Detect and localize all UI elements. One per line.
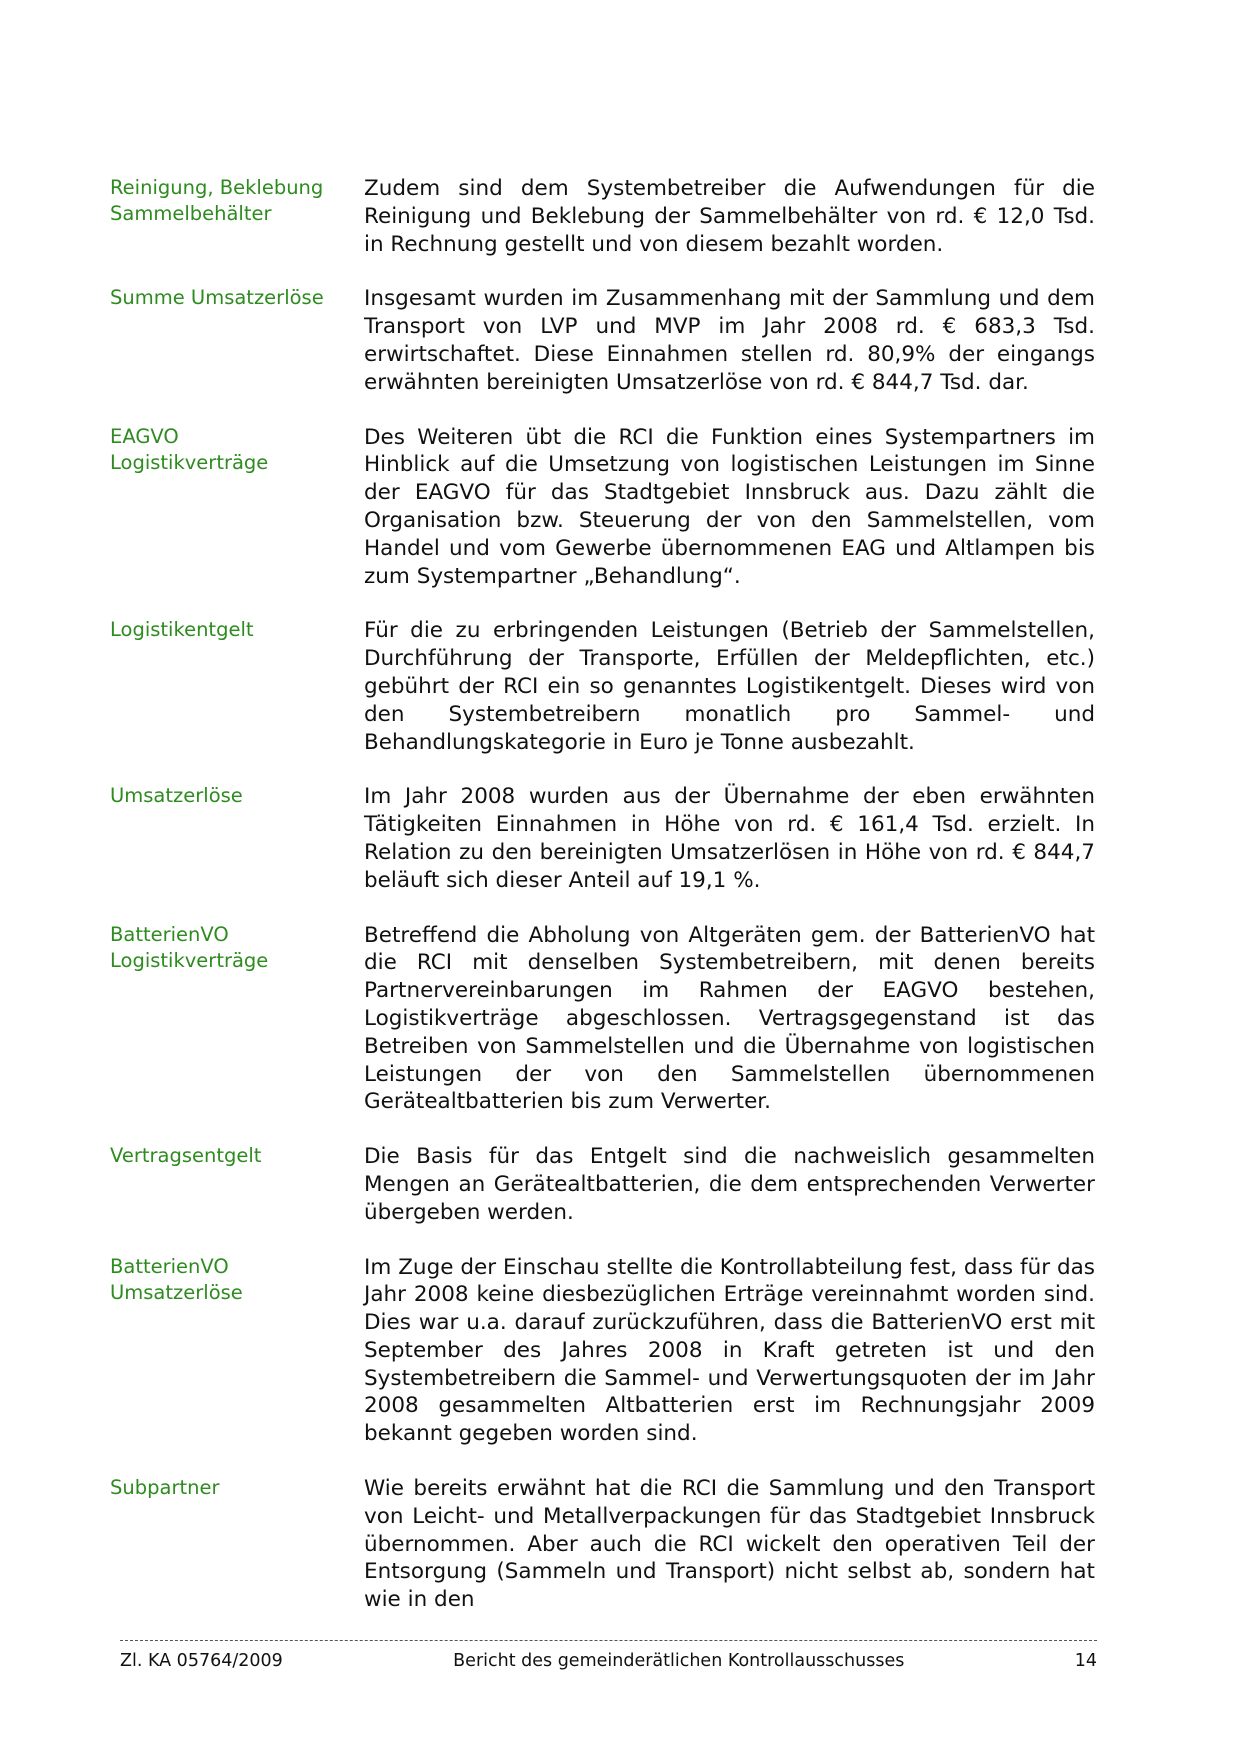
- section-batterienvo-logistikvertraege: [110, 922, 1095, 1117]
- footer-reference: Zl. KA 05764/2009: [120, 1651, 283, 1671]
- paragraph: Im Zuge der Einschau stellte die Kontrollabteilung fest, dass für das Jahr 2008 keine diesbezüglichen Erträge vereinnahmt worden sind. Dies war u.a. darauf zurückzuführen, dass die BatterienVO erst mit September des Jahres 2008 in Kraft getreten ist und den Systembetreibern die Sammel- und Verwertungsquoten der im Jahr 2008 gesammelten Altbatterien erst im Rechnungsjahr 2009 bekannt gegeben worden sind.: [364, 1254, 1095, 1447]
- margin-label: [110, 922, 364, 974]
- page-footer: [120, 1640, 1097, 1672]
- margin-label: [110, 175, 364, 227]
- margin-label-line: Summe Umsatzerlöse: [110, 286, 324, 310]
- paragraph: Im Jahr 2008 wurden aus der Übernahme der eben erwähnten Tätigkeiten Einnahmen in Höhe von rd. € 161,4 Tsd. erzielt. In Relation zu den bereinigten Umsatzerlösen in Höhe von rd. € 844,7 beläuft sich dieser Anteil auf 19,1 %.: [364, 784, 1095, 893]
- paragraph: Betreffend die Abholung von Altgeräten gem. der BatterienVO hat die RCI mit denselben Systembetreibern, mit denen bereits Partnervereinbarungen im Rahmen der EAGVO bestehen, Logistikverträge abgeschlossen. Vertragsgegenstand ist das Betreiben von Sammelstellen und die Übernahme von logistischen Leistungen der von den Sammelstellen übernommenen Gerätealtbatterien bis zum Verwerter.: [364, 922, 1095, 1115]
- section-subpartner: [110, 1475, 1095, 1614]
- paragraph: Wie bereits erwähnt hat die RCI die Sammlung und den Transport von Leicht- und Metallverpackungen für das Stadtgebiet Innsbruck übernommen. Aber auch die RCI wickelt den operativen Teil der Entsorgung (Sammeln und Transport) nicht selbst ab, sondern hat wie in den: [364, 1476, 1095, 1613]
- margin-label-line: Sammelbehälter: [110, 202, 272, 225]
- footer-title: Bericht des gemeinderätlichen Kontrollausschusses: [453, 1651, 905, 1671]
- section-eagvo-logistikvertraege: [110, 424, 1095, 591]
- report-sections: [110, 175, 1095, 1641]
- margin-label: [110, 1475, 364, 1501]
- paragraph: Des Weiteren übt die RCI die Funktion eines Systempartners im Hinblick auf die Umsetzung von logistischen Leistungen im Sinne der EAGVO für das Stadtgebiet Innsbruck aus. Dazu zählt die Organisation bzw. Steuerung der von den Sammelstellen, vom Handel und vom Gewerbe übernommenen EAG und Altlampen bis zum Systempartner „Behandlung“.: [364, 424, 1095, 589]
- margin-label: [110, 1254, 364, 1306]
- margin-label-line: Subpartner: [110, 1476, 220, 1500]
- margin-label-line: Logistikentgelt: [110, 618, 254, 642]
- margin-label-line: BatterienVO: [110, 1254, 229, 1278]
- section-reinigung: [110, 175, 1095, 258]
- paragraph: Insgesamt wurden im Zusammenhang mit der Sammlung und dem Transport von LVP und MVP im Jahr 2008 rd. € 683,3 Tsd. erwirtschaftet. Diese Einnahmen stellen rd. 80,9% der eingangs erwähnten bereinigten Umsatzerlöse von rd. € 844,7 Tsd. dar.: [364, 286, 1095, 395]
- margin-label: [110, 783, 364, 809]
- section-vertragsentgelt: [110, 1143, 1095, 1226]
- section-batterienvo-umsatzerloese: [110, 1254, 1095, 1449]
- paragraph: Die Basis für das Entgelt sind die nachweislich gesammelten Mengen an Gerätealtbatterien, die dem entsprechenden Verwerter übergeben werden.: [364, 1144, 1095, 1225]
- page-number: 14: [1074, 1651, 1097, 1671]
- footer-row: [120, 1650, 1097, 1672]
- section-umsatzerloese: [110, 783, 1095, 894]
- margin-label-line: Umsatzerlöse: [110, 1280, 243, 1304]
- margin-label-line: EAGVO: [110, 424, 179, 448]
- paragraph: Zudem sind dem Systembetreiber die Aufwendungen für die Reinigung und Beklebung der Sammelbehälter von rd. € 12,0 Tsd. in Rechnung gestellt und von diesem bezahlt worden.: [364, 176, 1095, 257]
- paragraph: Für die zu erbringenden Leistungen (Betrieb der Sammelstellen, Durchführung der Transporte, Erfüllen der Meldepflichten, etc.) gebührt der RCI ein so genanntes Logistikentgelt. Dieses wird von den Systembetreibern monatlich pro Sammel- und Behandlungskategorie in Euro je Tonne ausbezahlt.: [364, 618, 1095, 755]
- margin-label: [110, 1143, 364, 1169]
- margin-label-line: Logistikverträge: [110, 948, 269, 972]
- footer-divider: [120, 1640, 1097, 1641]
- margin-label-line: Vertragsentgelt: [110, 1144, 262, 1168]
- margin-label-line: BatterienVO: [110, 922, 229, 946]
- section-summe-umsatzerloese: [110, 285, 1095, 396]
- margin-label: [110, 285, 364, 311]
- margin-label: [110, 424, 364, 476]
- margin-label-line: Umsatzerlöse: [110, 784, 243, 808]
- margin-label-line: Logistikverträge: [110, 450, 269, 474]
- margin-label: [110, 617, 364, 643]
- margin-label-line: Reinigung, Beklebung: [110, 176, 324, 199]
- section-logistikentgelt: [110, 617, 1095, 756]
